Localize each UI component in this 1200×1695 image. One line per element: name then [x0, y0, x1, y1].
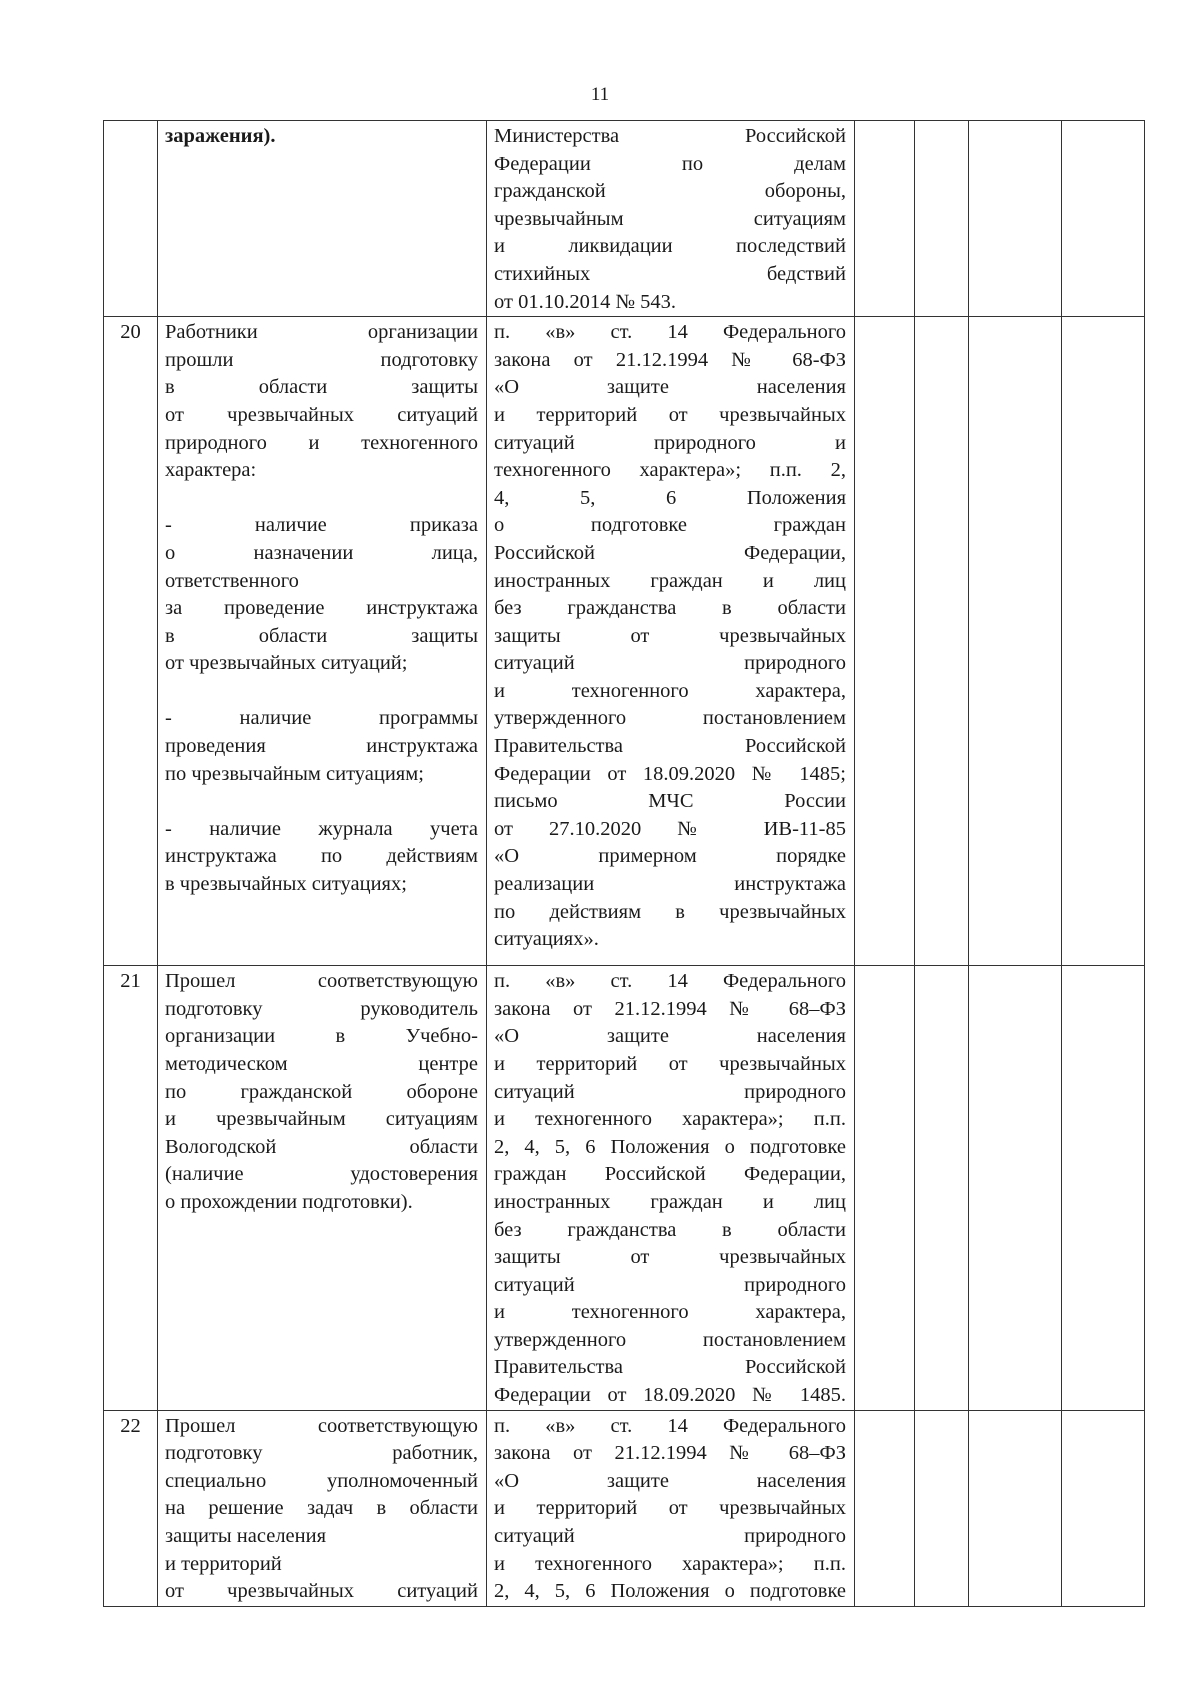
legal-basis-line: Министерства Российской — [494, 125, 846, 147]
legal-basis-line: без гражданства в области — [494, 597, 846, 620]
legal-basis-line: п. «в» ст. 14 Федерального — [494, 970, 846, 993]
legal-basis-line: закона от 21.12.1994 № 68–ФЗ — [494, 997, 846, 1020]
requirement-line: - наличие приказа — [165, 514, 478, 537]
legal-basis-line: 2, 4, 5, 6 Положения о подготовке — [494, 1580, 846, 1603]
legal-basis-line: п. «в» ст. 14 Федерального — [494, 321, 846, 344]
legal-basis-line: граждан Российской Федерации, — [494, 1163, 846, 1186]
legal-basis-line: и территорий от чрезвычайных — [494, 1052, 846, 1075]
legal-basis-line: «О защите населения — [494, 1025, 846, 1048]
legal-basis-line: и техногенного характера»; п.п. — [494, 1552, 846, 1575]
legal-basis-line: и техногенного характера, — [494, 679, 846, 702]
requirement-line: ответственного — [165, 569, 299, 592]
legal-basis-line: п. «в» ст. 14 Федерального — [494, 1414, 846, 1437]
empty-mark-cell — [1062, 317, 1145, 966]
requirement-line: (наличие удостоверения — [165, 1163, 478, 1186]
requirement-line: в области защиты — [165, 376, 478, 399]
requirement-line: Прошел соответствующую — [165, 970, 478, 993]
requirement-line: о прохождении подготовки). — [165, 1190, 413, 1213]
legal-basis-line: без гражданства в области — [494, 1218, 846, 1241]
empty-mark-cell — [1062, 966, 1145, 1411]
requirement-cell — [158, 317, 487, 966]
row-number: 21 — [104, 966, 158, 1411]
legal-basis-line: 4, 5, 6 Положения — [494, 486, 846, 509]
empty-mark-cell — [855, 121, 915, 317]
requirement-line: защиты населения — [165, 1525, 327, 1548]
empty-mark-cell — [1062, 1410, 1145, 1606]
blank-line — [165, 678, 478, 706]
legal-basis-line: Федерации по делам — [494, 152, 846, 175]
requirement-line: - наличие программы — [165, 707, 478, 730]
legal-basis-line: «О защите населения — [494, 376, 846, 399]
requirements-table — [103, 120, 1145, 1607]
empty-mark-cell — [915, 121, 969, 317]
blank-line — [165, 788, 478, 816]
legal-basis-line: и техногенного характера»; п.п. — [494, 1108, 846, 1131]
legal-basis-line: от 27.10.2020 № ИВ-11-85 — [494, 817, 846, 840]
legal-basis-line: ситуаций природного и — [494, 431, 846, 454]
page-number: 11 — [590, 84, 610, 105]
requirement-line: и чрезвычайным ситуациям — [165, 1108, 478, 1131]
legal-basis-line: Правительства Российской — [494, 1356, 846, 1379]
requirement-line: от чрезвычайных ситуаций; — [165, 652, 408, 675]
legal-basis-line: «О защите населения — [494, 1469, 846, 1492]
legal-basis-line: реализации инструктажа — [494, 873, 846, 896]
legal-basis-line: о подготовке граждан — [494, 514, 846, 537]
legal-basis-line: утвержденного постановлением — [494, 1328, 846, 1351]
requirement-line: на решение задач в области — [165, 1497, 478, 1520]
legal-basis-line: по действиям в чрезвычайных — [494, 900, 846, 923]
requirement-line: за проведение инструктажа — [165, 597, 478, 620]
legal-basis-line: и территорий от чрезвычайных — [494, 1497, 846, 1520]
legal-basis-line: стихийных бедствий — [494, 262, 846, 285]
empty-mark-cell — [969, 317, 1062, 966]
legal-basis-line: Российской Федерации, — [494, 541, 846, 564]
requirement-line: природного и техногенного — [165, 431, 478, 454]
empty-mark-cell — [855, 1410, 915, 1606]
requirement-cell — [158, 1410, 487, 1606]
legal-basis-line: иностранных граждан и лиц — [494, 569, 846, 592]
empty-mark-cell — [915, 317, 969, 966]
empty-mark-cell — [915, 1410, 969, 1606]
legal-basis-line: «О примерном порядке — [494, 845, 846, 868]
requirement-line: специально уполномоченный — [165, 1469, 478, 1492]
table-body — [104, 121, 1145, 1607]
requirement-line: о назначении лица, — [165, 541, 478, 564]
empty-mark-cell — [855, 317, 915, 966]
legal-basis-line: гражданской обороны, — [494, 180, 846, 203]
requirement-line: Вологодской области — [165, 1135, 478, 1158]
requirement-line: организации в Учебно- — [165, 1025, 478, 1048]
empty-mark-cell — [915, 966, 969, 1411]
empty-mark-cell — [969, 966, 1062, 1411]
legal-basis-line: Правительства Российской — [494, 735, 846, 758]
requirement-line: характера: — [165, 459, 257, 482]
requirement-line: заражения). — [165, 125, 276, 147]
legal-basis-line: ситуациях». — [494, 928, 599, 951]
empty-mark-cell — [1062, 121, 1145, 317]
empty-mark-cell — [855, 966, 915, 1411]
requirement-line: в чрезвычайных ситуациях; — [165, 873, 407, 896]
legal-basis-cell — [487, 121, 855, 317]
requirement-line: и территорий — [165, 1552, 282, 1575]
table-row — [104, 121, 1145, 317]
legal-basis-line: 2, 4, 5, 6 Положения о подготовке — [494, 1135, 846, 1158]
requirement-line: инструктажа по действиям — [165, 845, 478, 868]
row-number: 22 — [104, 1410, 158, 1606]
legal-basis-line: ситуаций природного — [494, 652, 846, 675]
legal-basis-cell — [487, 317, 855, 966]
legal-basis-line: ситуаций природного — [494, 1273, 846, 1296]
requirement-line: от чрезвычайных ситуаций — [165, 1580, 478, 1603]
legal-basis-line: закона от 21.12.1994 № 68-ФЗ — [494, 348, 846, 371]
requirement-cell — [158, 121, 487, 317]
legal-basis-line: защиты от чрезвычайных — [494, 624, 846, 647]
row-number: 20 — [104, 317, 158, 966]
requirement-line: подготовку работник, — [165, 1442, 478, 1465]
legal-basis-line: Федерации от 18.09.2020 № 1485. — [494, 1384, 846, 1407]
requirement-line: по чрезвычайным ситуациям; — [165, 762, 424, 785]
legal-basis-line: чрезвычайным ситуациям — [494, 207, 846, 230]
legal-basis-line: и техногенного характера, — [494, 1301, 846, 1324]
blank-line — [165, 485, 478, 513]
table-row — [104, 317, 1145, 966]
legal-basis-line: закона от 21.12.1994 № 68–ФЗ — [494, 1442, 846, 1465]
requirement-line: в области защиты — [165, 624, 478, 647]
empty-mark-cell — [969, 1410, 1062, 1606]
requirement-line: от чрезвычайных ситуаций — [165, 403, 478, 426]
legal-basis-line: ситуаций природного — [494, 1525, 846, 1548]
requirement-line: по гражданской обороне — [165, 1080, 478, 1103]
legal-basis-line: от 01.10.2014 № 543. — [494, 290, 676, 313]
legal-basis-cell — [487, 966, 855, 1411]
legal-basis-line: техногенного характера»; п.п. 2, — [494, 459, 846, 482]
requirement-line: Прошел соответствующую — [165, 1414, 478, 1437]
legal-basis-line: защиты от чрезвычайных — [494, 1246, 846, 1269]
legal-basis-line: ситуаций природного — [494, 1080, 846, 1103]
legal-basis-line: Федерации от 18.09.2020 № 1485; — [494, 762, 846, 785]
table-row — [104, 966, 1145, 1411]
legal-basis-line: письмо МЧС России — [494, 790, 846, 813]
legal-basis-cell — [487, 1410, 855, 1606]
requirement-line: проведения инструктажа — [165, 735, 478, 758]
legal-basis-line: утвержденного постановлением — [494, 707, 846, 730]
legal-basis-line: иностранных граждан и лиц — [494, 1190, 846, 1213]
empty-mark-cell — [969, 121, 1062, 317]
requirement-line: прошли подготовку — [165, 348, 478, 371]
requirement-line: подготовку руководитель — [165, 997, 478, 1020]
requirement-line: Работники организации — [165, 321, 478, 344]
row-number — [104, 121, 158, 317]
requirement-cell — [158, 966, 487, 1411]
table-row — [104, 1410, 1145, 1606]
requirement-line: - наличие журнала учета — [165, 817, 478, 840]
legal-basis-line: и территорий от чрезвычайных — [494, 403, 846, 426]
requirement-line: методическом центре — [165, 1052, 478, 1075]
legal-basis-line: и ликвидации последствий — [494, 235, 846, 258]
